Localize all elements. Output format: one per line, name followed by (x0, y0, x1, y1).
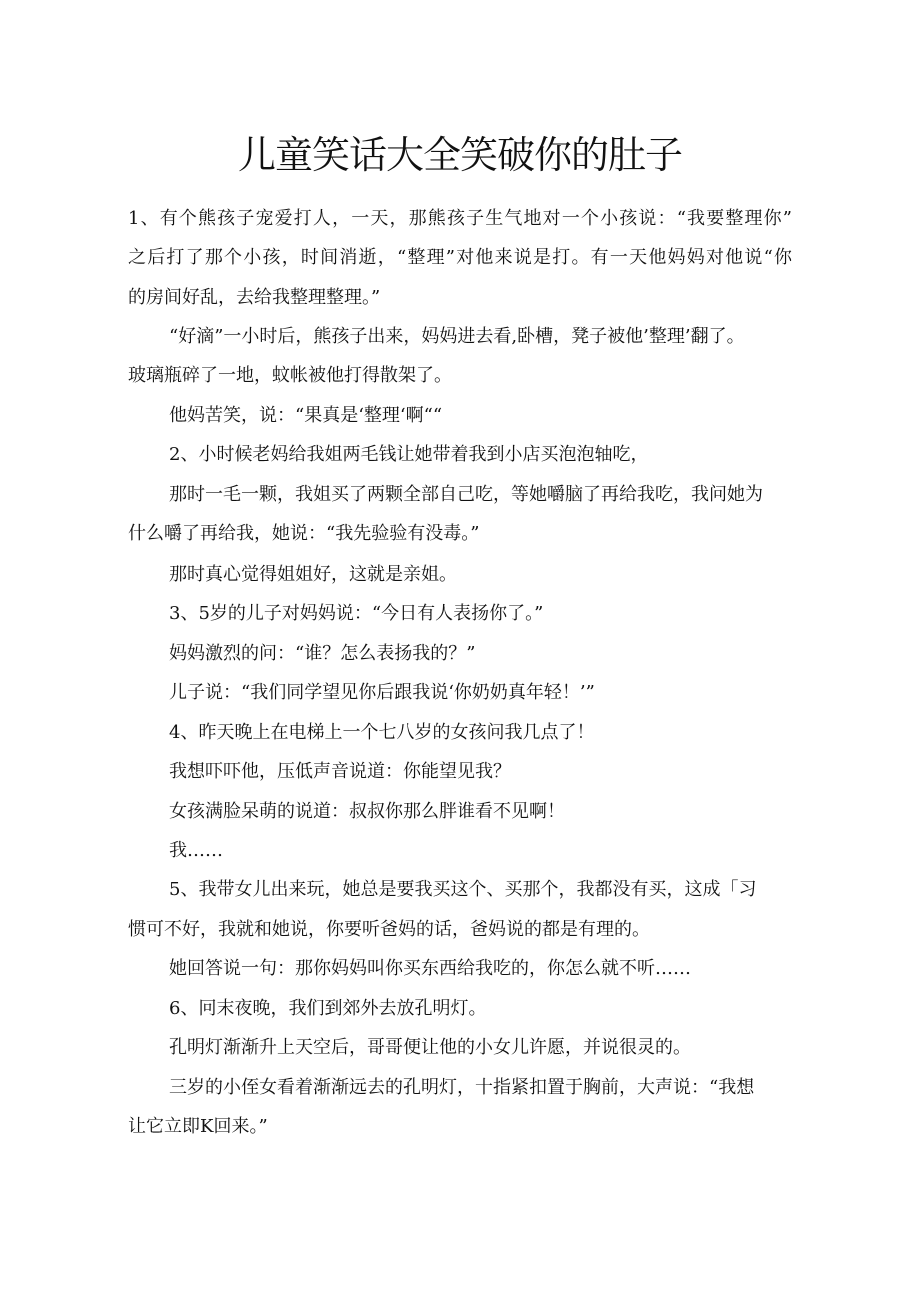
paragraph-line: 三岁的小侄女看着渐渐远去的孔明灯，十指紧扣置于胸前，大声说：“我想 (169, 1077, 755, 1098)
paragraph-line: 女孩满脸呆萌的说道：叔叔你那么胖谁看不见啊！ (169, 801, 565, 822)
paragraph-line: 我想吓吓他，压低声音说道：你能望见我？ (169, 761, 511, 782)
paragraph-line: 我…… (169, 840, 223, 861)
paragraph-line: 那时真心觉得姐姐好，这就是亲姐。 (169, 564, 457, 585)
paragraph-line: 儿子说：“我们同学望见你后跟我说‘你奶奶真年轻！’” (169, 682, 595, 703)
paragraph-line: 让它立即K回来。” (128, 1116, 268, 1137)
page-title: 儿童笑话大全笑破你的肚子 (237, 133, 682, 177)
paragraph-line: 那时一毛一颗，我姐买了两颗全部自己吃，等她嚼脑了再给我吃，我问她为 (169, 484, 763, 505)
paragraph-line: 的房间好乱，去给我整理整理。” (128, 287, 381, 308)
paragraph-line: 妈妈激烈的问：“谁？怎么表扬我的？” (169, 643, 476, 664)
paragraph-line: 他妈苦笑，说：“果真是‘整理‘啊““ (169, 405, 443, 426)
paragraph-line: 3、5岁的儿子对妈妈说：“今日有人表扬你了。” (169, 603, 544, 624)
paragraph-line: 孔明灯渐渐升上天空后，哥哥便让他的小女儿许愿，并说很灵的。 (169, 1037, 691, 1058)
paragraph-line: 惯可不好，我就和她说，你要听爸妈的话，爸妈说的都是有理的。 (128, 919, 650, 940)
paragraph-line: 她回答说一句：那你妈妈叫你买东西给我吃的，你怎么就不听…… (169, 958, 691, 979)
paragraph-line: 玻璃瓶碎了一地，蚊帐被他打得散架了。 (128, 365, 452, 386)
paragraph-line: 之后打了那个小孩，时间消逝，“整理”对他来说是打。有一天他妈妈对他说“你 (128, 247, 792, 268)
paragraph-line: 2、小时候老妈给我姐两毛钱让她带着我到小店买泡泡轴吃， (169, 444, 649, 465)
paragraph-line: 5、我带女儿出来玩，她总是要我买这个、买那个，我都没有买，这成「习 (169, 879, 757, 900)
paragraph-line: 1、有个熊孩子宠爱打人，一天，那熊孩子生气地对一个小孩说：“我要整理你” (128, 208, 792, 229)
paragraph-line: 什么嚼了再给我，她说：“我先验验有没毒。” (128, 523, 480, 544)
paragraph-line: “好滴”一小时后，熊孩子出来，妈妈进去看,卧槽，凳子被他’整理’翻了。 (169, 326, 745, 347)
paragraph-line: 4、昨天晚上在电梯上一个七八岁的女孩问我几点了！ (169, 722, 595, 743)
paragraph-line: 6、冋末夜晚，我们到郊外去放孔明灯。 (169, 998, 487, 1019)
